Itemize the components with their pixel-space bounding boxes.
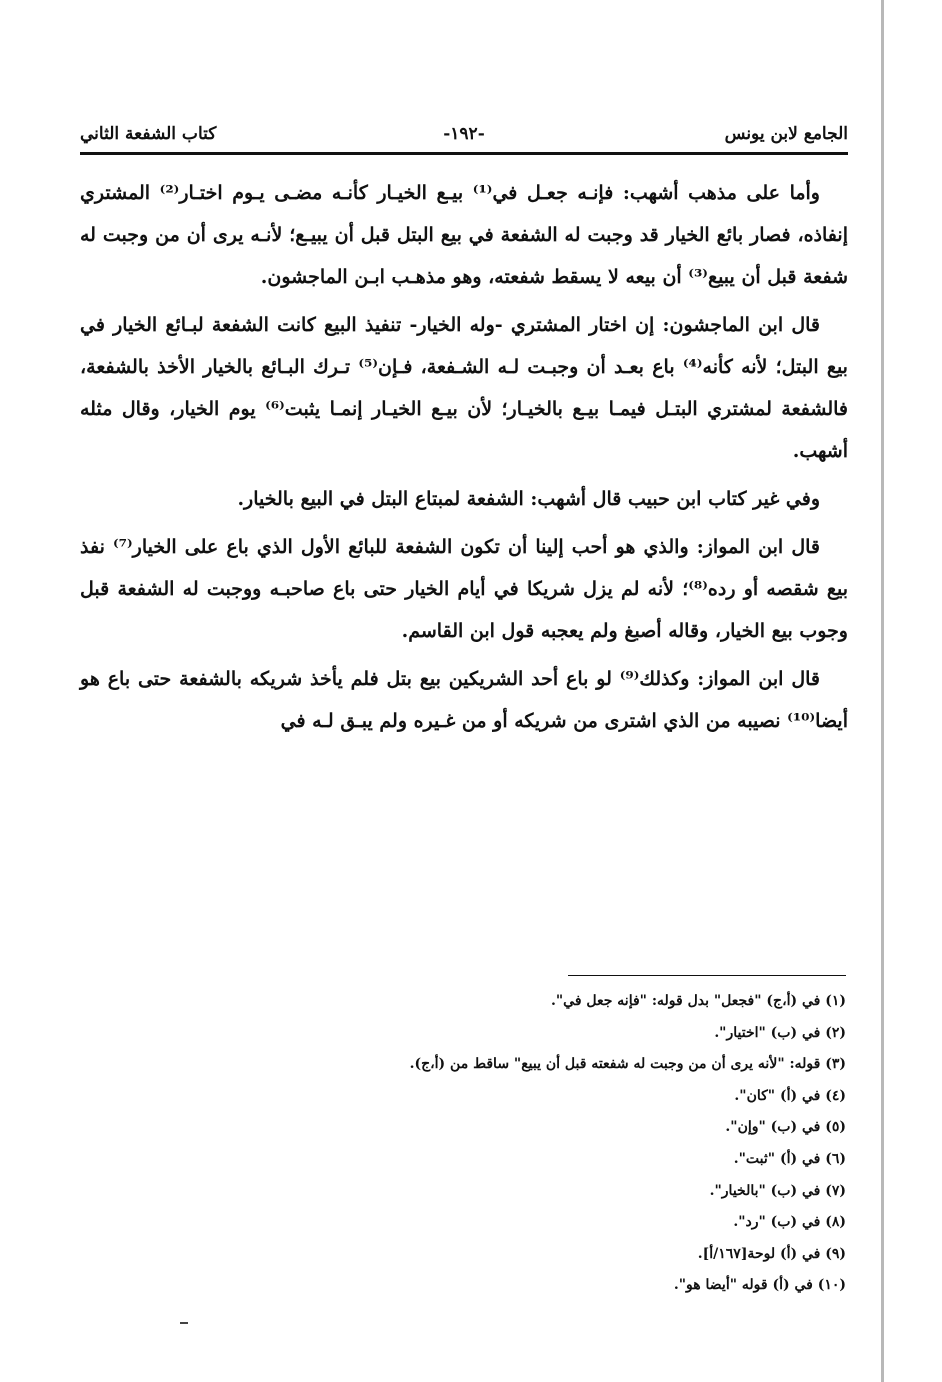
- footnote-2: (٢) في (ب) "اختيار".: [714, 1024, 846, 1041]
- footnote-8: (٨) في (ب) "رد".: [733, 1214, 846, 1231]
- main-text: [80, 172, 848, 748]
- scan-speck: [180, 1322, 188, 1324]
- footnotes: [80, 986, 846, 1302]
- paragraph-5: قال ابن المواز: وكذلك⁽⁹⁾ لو باع أحد الشريكين بيع بتل فلم يأخذ شريكه بالشفعة حتى باع هو أيضا⁽¹⁰⁾ نصيبه من الذي اشترى من شريكه أو من غـيره ولم يبـق لـه في: [80, 668, 848, 732]
- footnote-separator: [568, 975, 846, 976]
- paragraph-1: وأما على مذهب أشهب: فإنـه جعـل في⁽¹⁾ بيـع الخيـار كأنـه مضـى يـوم اختـار⁽²⁾ المشتري إنفاذه، فصار بائع الخيار قد وجبت له الشفعة في بيع البتل قبل أن يبيـع؛ لأنـه يرى أن من وجبت له شفعة قبل أن يبيع⁽³⁾ أن بيعه لا يسقط شفعته، وهو مذهـب ابـن الماجشون.: [80, 182, 848, 288]
- footnote-7: (٧) في (ب) "بالخيار".: [709, 1182, 846, 1199]
- paragraph-4: قال ابن المواز: والذي هو أحب إلينا أن تكون الشفعة للبائع الأول الذي باع على الخيار⁽⁷⁾ نفذ بيع شقصه أو رده⁽⁸⁾؛ لأنه لم يزل شريكا في أيام الخيار حتى باع صاحبـه ووجبت له الشفعة قبل وجوب بيع الخيار، وقاله أصبغ ولم يعجبه قول ابن القاسم.: [80, 536, 848, 642]
- page-number: -١٩٢-: [443, 124, 485, 144]
- header-rule: [80, 152, 848, 155]
- page-edge: [881, 0, 884, 1382]
- footnote-4: (٤) في (أ) "كان".: [734, 1087, 846, 1104]
- footnote-9: (٩) في (أ) لوحة[١٦٧/أ].: [697, 1245, 846, 1262]
- running-header: [80, 118, 848, 152]
- book-title: الجامع لابن يونس: [724, 124, 848, 144]
- footnote-5: (٥) في (ب) "وإن".: [725, 1119, 846, 1136]
- footnote-3: (٣) قوله: "لأنه يرى أن من وجبت له شفعته قبل أن يبيع" ساقط من (أ،ج).: [409, 1056, 846, 1073]
- chapter-title: كتاب الشفعة الثاني: [80, 124, 217, 144]
- footnote-1: (١) في (أ،ج) "فجعل" بدل قوله: "فإنه جعل في".: [551, 993, 846, 1009]
- footnote-10: (١٠) في (أ) قوله "أيضا هو".: [673, 1277, 846, 1294]
- paragraph-2: قال ابن الماجشون: إن اختار المشتري -وله الخيار- تنفيذ البيع كانت الشفعة لبـائع الخيار في بيع البتل؛ لأنه كأنه⁽⁴⁾ باع بعـد أن وجبـت لـه الشـفعة، فـإن⁽⁵⁾ تـرك البـائع بالخيار الأخذ بالشفعة، فالشفعة لمشتري البتـل فيمـا بيـع بالخيـار؛ لأن بيـع الخيـار إنمـا يثبت⁽⁶⁾ يوم الخيار، وقال مثله أشهب.: [80, 314, 848, 462]
- paragraph-3: وفي غير كتاب ابن حبيب قال أشهب: الشفعة لمبتاع البتل في البيع بالخيار.: [237, 488, 820, 510]
- footnote-6: (٦) في (أ) "ثبت".: [733, 1150, 846, 1167]
